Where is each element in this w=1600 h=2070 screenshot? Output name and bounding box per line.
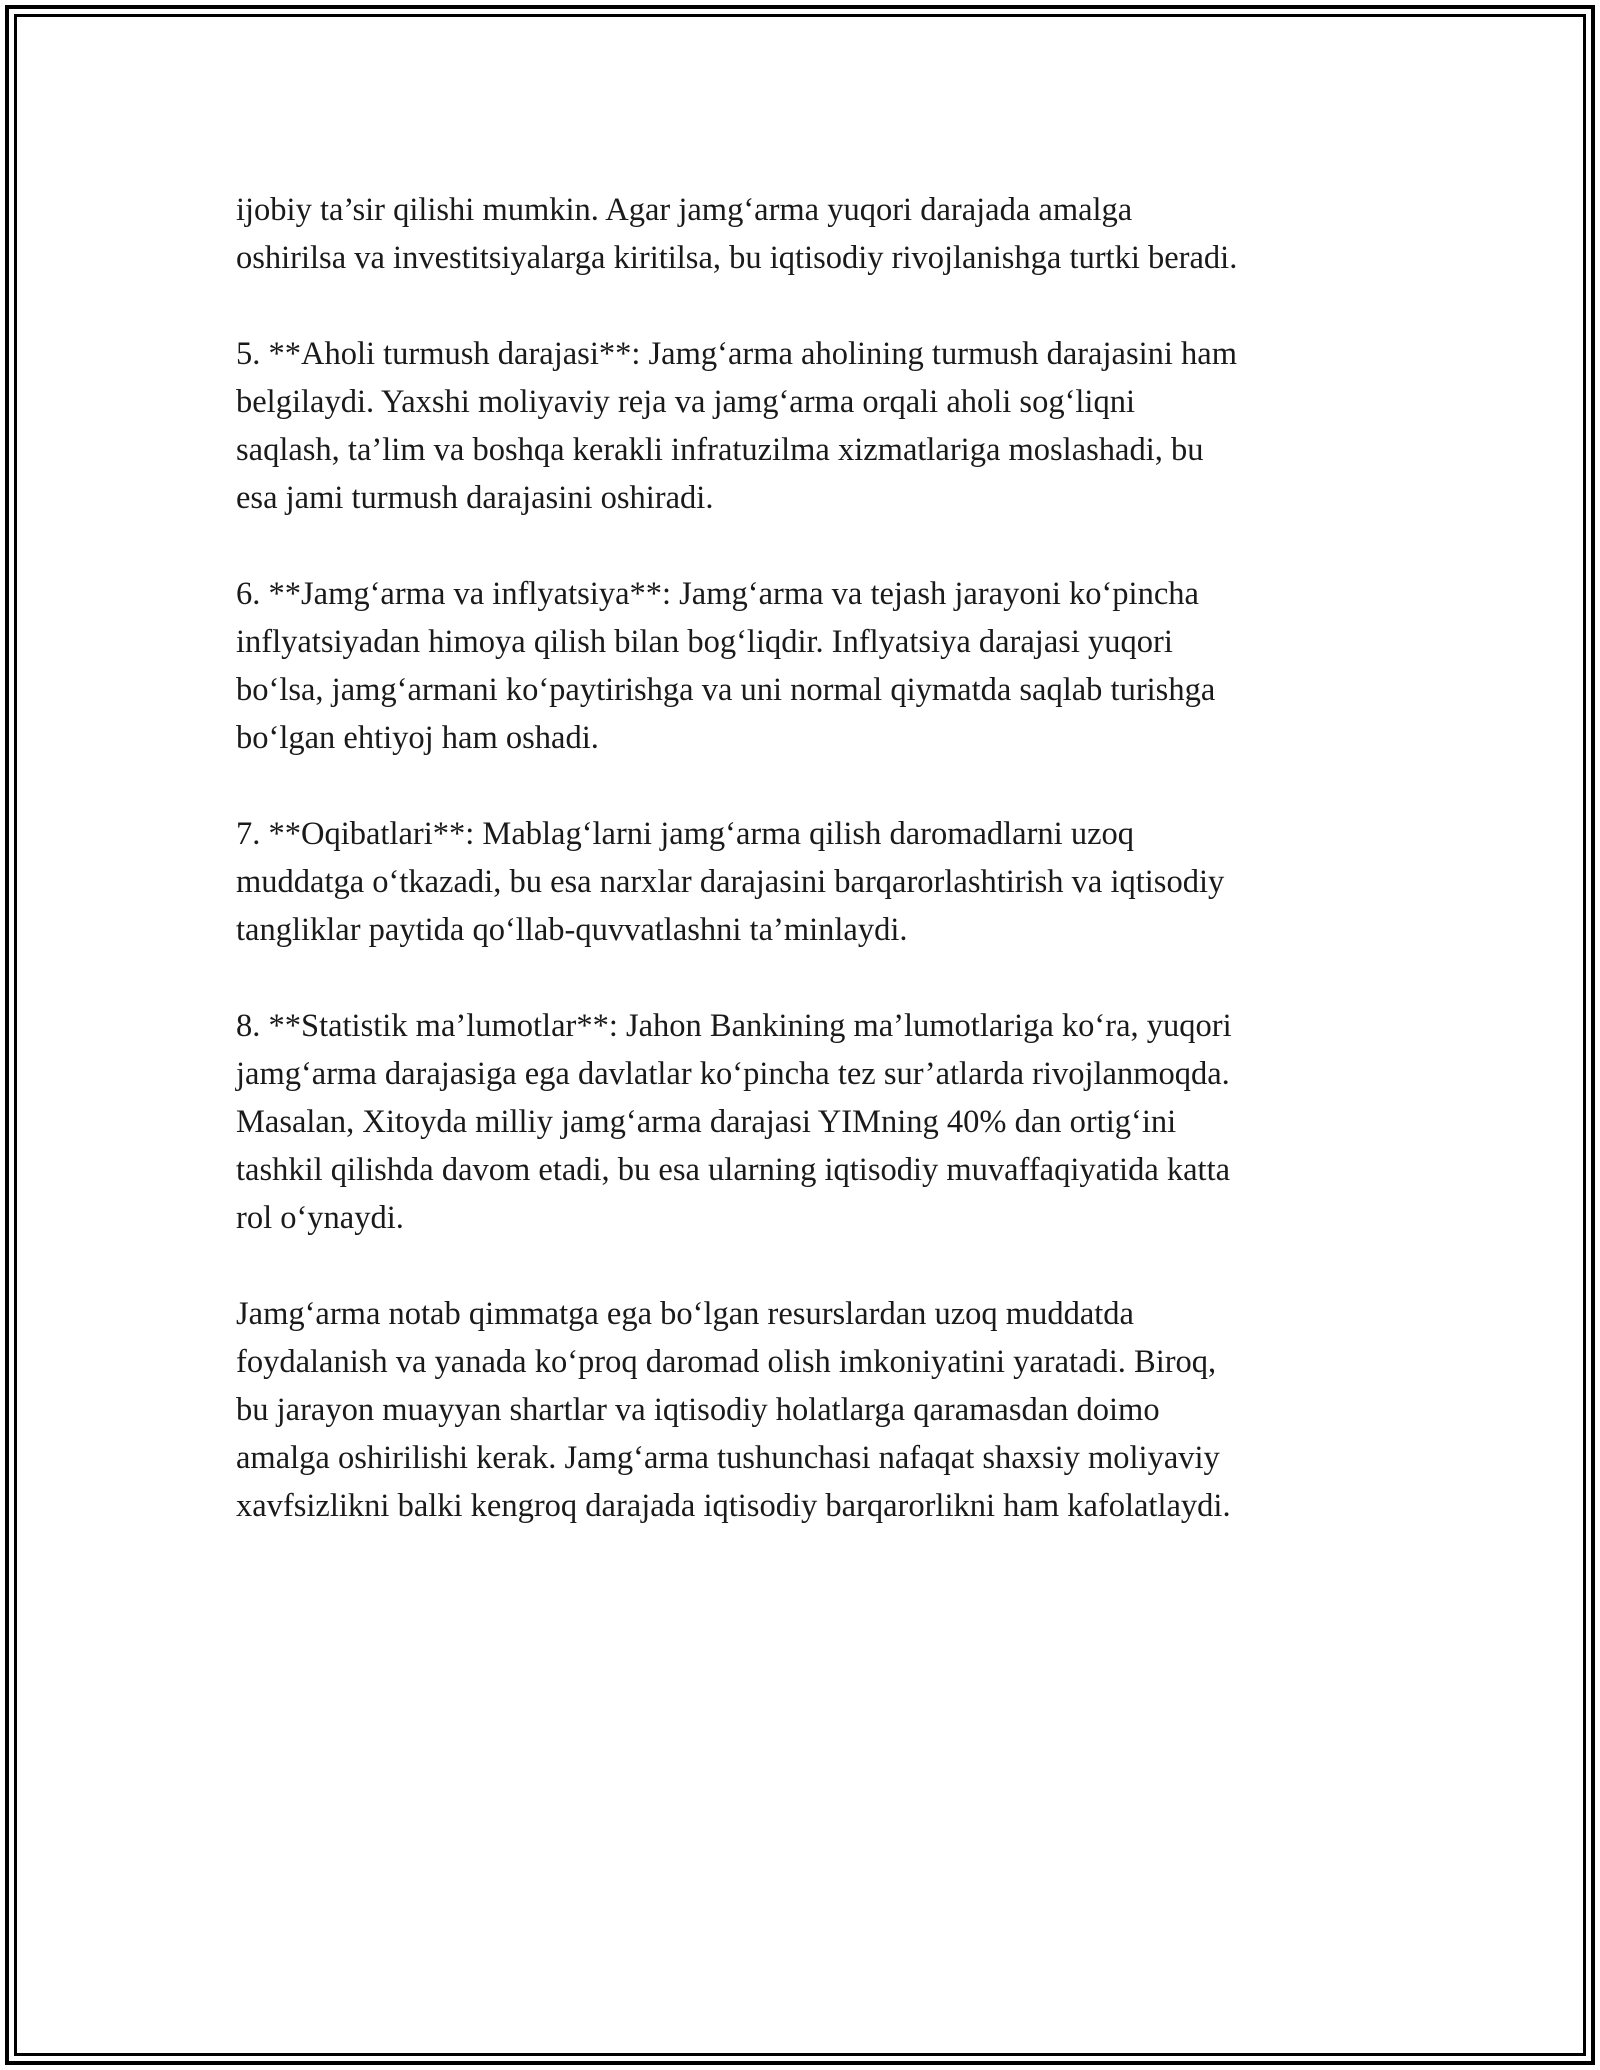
paragraph-item-8 — [236, 1002, 1386, 1242]
text-line: amalga oshirilishi kerak. Jamg‘arma tushunchasi nafaqat shaxsiy moliyaviy — [236, 1440, 1220, 1476]
text-line: belgilaydi. Yaxshi moliyaviy reja va jamg‘arma orqali aholi sog‘liqni — [236, 384, 1135, 420]
text-line: tashkil qilishda davom etadi, bu esa ularning iqtisodiy muvaffaqiyatida katta — [236, 1152, 1231, 1188]
text-line: saqlash, ta’lim va boshqa kerakli infratuzilma xizmatlariga moslashadi, bu — [236, 432, 1204, 468]
text-line: 7. **Oqibatlari**: Mablag‘larni jamg‘arma qilish daromadlarni uzoq — [236, 816, 1135, 852]
text-line: esa jami turmush darajasini oshiradi. — [236, 480, 714, 516]
text-line: muddatga o‘tkazadi, bu esa narxlar darajasini barqarorlashtirish va iqtisodiy — [236, 864, 1225, 900]
paragraph-conclusion — [236, 1290, 1386, 1530]
text-line: jamg‘arma darajasiga ega davlatlar ko‘pincha tez sur’atlarda rivojlanmoqda. — [236, 1056, 1230, 1092]
paragraph-continuation — [236, 186, 1386, 282]
text-line: bo‘lsa, jamg‘armani ko‘paytirishga va uni normal qiymatda saqlab turishga — [236, 672, 1216, 708]
text-line: bo‘lgan ehtiyoj ham oshadi. — [236, 720, 599, 756]
paragraph-item-5 — [236, 330, 1386, 522]
text-line: Masalan, Xitoyda milliy jamg‘arma darajasi YIMning 40% dan ortig‘ini — [236, 1104, 1177, 1140]
text-line: rol o‘ynaydi. — [236, 1200, 404, 1236]
paragraph-item-7 — [236, 810, 1386, 954]
paragraph-item-6 — [236, 570, 1386, 762]
text-line: foydalanish va yanada ko‘proq daromad olish imkoniyatini yaratadi. Biroq, — [236, 1344, 1217, 1380]
document-body — [236, 186, 1386, 1578]
text-line: Jamg‘arma notab qimmatga ega bo‘lgan resurslardan uzoq muddatda — [236, 1296, 1134, 1332]
text-line: bu jarayon muayyan shartlar va iqtisodiy holatlarga qaramasdan doimo — [236, 1392, 1160, 1428]
text-line: 5. **Aholi turmush darajasi**: Jamg‘arma aholining turmush darajasini ham — [236, 336, 1237, 372]
text-line: xavfsizlikni balki kengroq darajada iqtisodiy barqarorlikni ham kafolatlaydi. — [236, 1488, 1231, 1524]
text-line: 6. **Jamg‘arma va inflyatsiya**: Jamg‘arma va tejash jarayoni ko‘pincha — [236, 576, 1199, 612]
text-line: oshirilsa va investitsiyalarga kiritilsa, bu iqtisodiy rivojlanishga turtki beradi. — [236, 240, 1238, 276]
text-line: inflyatsiyadan himoya qilish bilan bog‘liqdir. Inflyatsiya darajasi yuqori — [236, 624, 1173, 660]
text-line: ijobiy ta’sir qilishi mumkin. Agar jamg‘arma yuqori darajada amalga — [236, 192, 1133, 228]
text-line: 8. **Statistik ma’lumotlar**: Jahon Bankining ma’lumotlariga ko‘ra, yuqori — [236, 1008, 1232, 1044]
text-line: tangliklar paytida qo‘llab-quvvatlashni ta’minlaydi. — [236, 912, 908, 948]
